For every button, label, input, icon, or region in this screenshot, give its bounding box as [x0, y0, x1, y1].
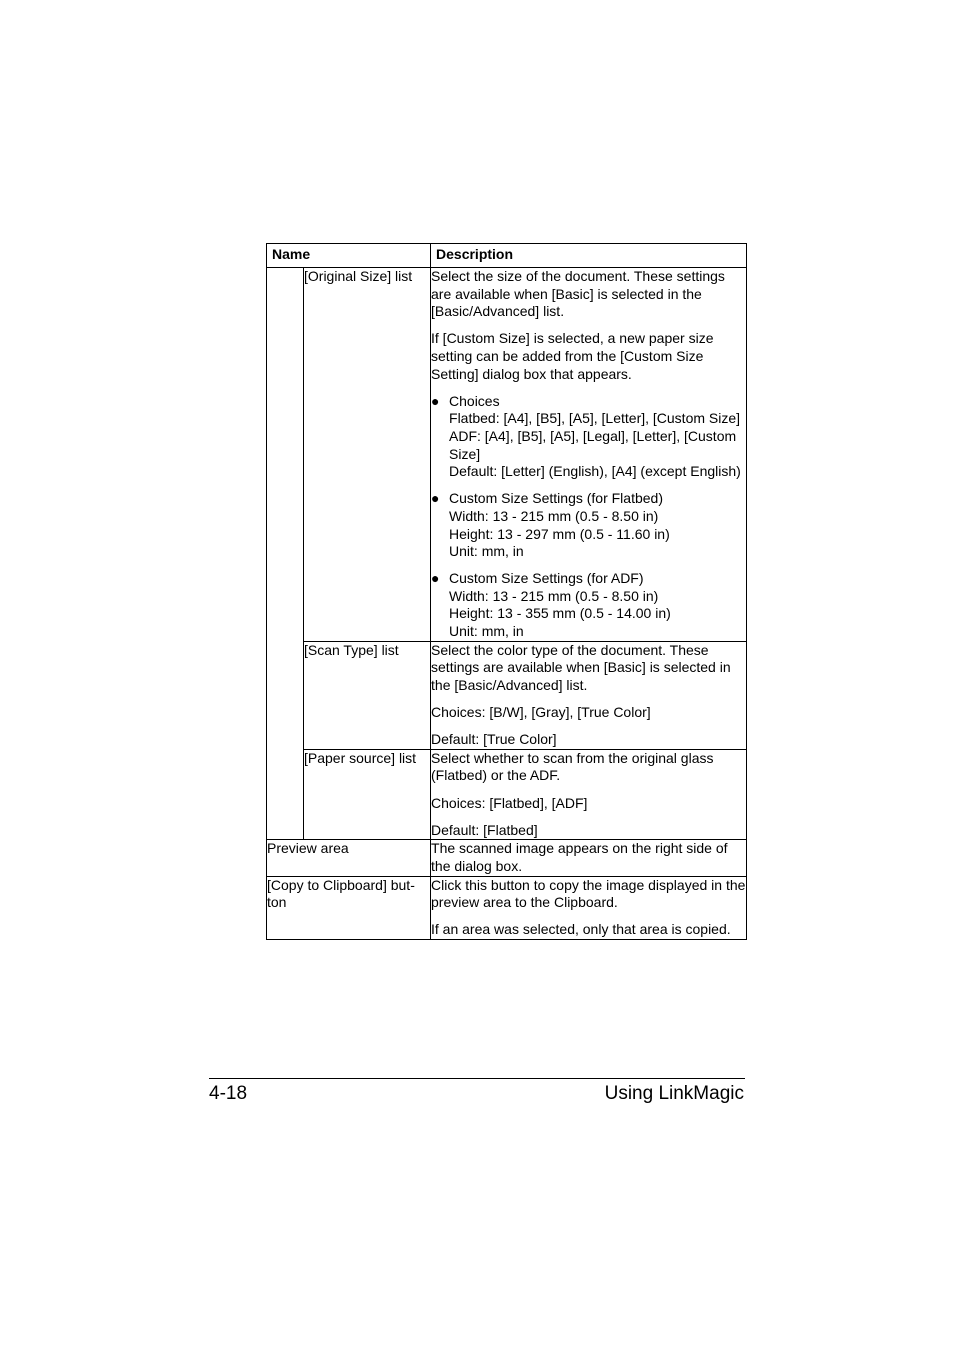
table-row-copy-clipboard [267, 876, 747, 939]
bullet-line: Width: 13 - 215 mm (0.5 - 8.50 in) [449, 587, 659, 604]
bullet-item-choices [431, 393, 746, 481]
table-row-scan-type [267, 641, 747, 749]
bullet-line: Unit: mm, in [449, 543, 524, 560]
row-desc-paper-source [431, 749, 747, 840]
row-desc-copy-clipboard [431, 876, 747, 939]
settings-table [266, 243, 747, 940]
desc-paragraph: Default: [Flatbed] [431, 821, 538, 838]
bullet-icon: ● [431, 392, 440, 409]
desc-paragraph: If an area was selected, only that area is copied. [431, 921, 731, 938]
desc-paragraph: Choices: [B/W], [Gray], [True Color] [431, 704, 651, 721]
table-row-preview-area [267, 840, 747, 876]
page-number: 4-18 [209, 1083, 248, 1104]
bullet-item-adf-settings [431, 570, 746, 640]
desc-paragraph: Select whether to scan from the original glass (Flatbed) or the ADF. [431, 749, 714, 784]
footer-divider [209, 1078, 745, 1079]
bullet-line: Width: 13 - 215 mm (0.5 - 8.50 in) [449, 507, 659, 524]
desc-paragraph: Choices: [Flatbed], [ADF] [431, 794, 588, 811]
desc-paragraph: Select the size of the document. These settings are available when [Basic] is selected in the [Basic/Advanced] list. [431, 268, 725, 320]
footer-title: Using LinkMagic [604, 1083, 744, 1104]
table-header-row [267, 244, 747, 268]
row-name-copy-clipboard: [Copy to Clipboard] but-ton [267, 876, 431, 939]
row-name-preview-area: Preview area [267, 840, 431, 876]
bullet-line: Choices [449, 392, 500, 409]
bullet-line: Custom Size Settings (for ADF) [449, 570, 644, 587]
bullet-line: Height: 13 - 297 mm (0.5 - 11.60 in) [449, 525, 670, 542]
row-desc-original-size [431, 268, 747, 642]
desc-paragraph: Default: [True Color] [431, 731, 557, 748]
bullet-icon: ● [431, 570, 440, 587]
row-name-original-size: [Original Size] list [304, 268, 431, 642]
row-name-paper-source: [Paper source] list [304, 749, 431, 840]
table-row-paper-source [267, 749, 747, 840]
bullet-item-flatbed-settings [431, 490, 746, 560]
bullet-line: Unit: mm, in [449, 623, 524, 640]
row-name-scan-type: [Scan Type] list [304, 641, 431, 749]
desc-paragraph: Click this button to copy the image displayed in the preview area to the Clipboard. [431, 876, 746, 911]
row-desc-scan-type [431, 641, 747, 749]
column-header-description: Description [431, 244, 747, 268]
bullet-icon: ● [431, 490, 440, 507]
desc-paragraph: If [Custom Size] is selected, a new paper size setting can be added from the [Custom Size Setting] dialog box that appears. [431, 330, 714, 382]
indent-cell [267, 268, 304, 840]
desc-paragraph: The scanned image appears on the right side of the dialog box. [431, 840, 728, 874]
column-header-name: Name [267, 244, 431, 268]
bullet-line: ADF: [A4], [B5], [A5], [Legal], [Letter], [Custom Size] [449, 427, 737, 462]
bullet-line: Flatbed: [A4], [B5], [A5], [Letter], [Custom Size] [449, 410, 741, 427]
bullet-line: Custom Size Settings (for Flatbed) [449, 490, 663, 507]
bullet-line: Height: 13 - 355 mm (0.5 - 14.00 in) [449, 605, 671, 622]
table-row-original-size [267, 268, 747, 642]
bullet-line: Default: [Letter] (English), [A4] (except English) [449, 463, 741, 480]
row-desc-preview-area [431, 840, 747, 876]
desc-paragraph: Select the color type of the document. These settings are available when [Basic] is selected in the [Basic/Advanced] list. [431, 641, 731, 693]
